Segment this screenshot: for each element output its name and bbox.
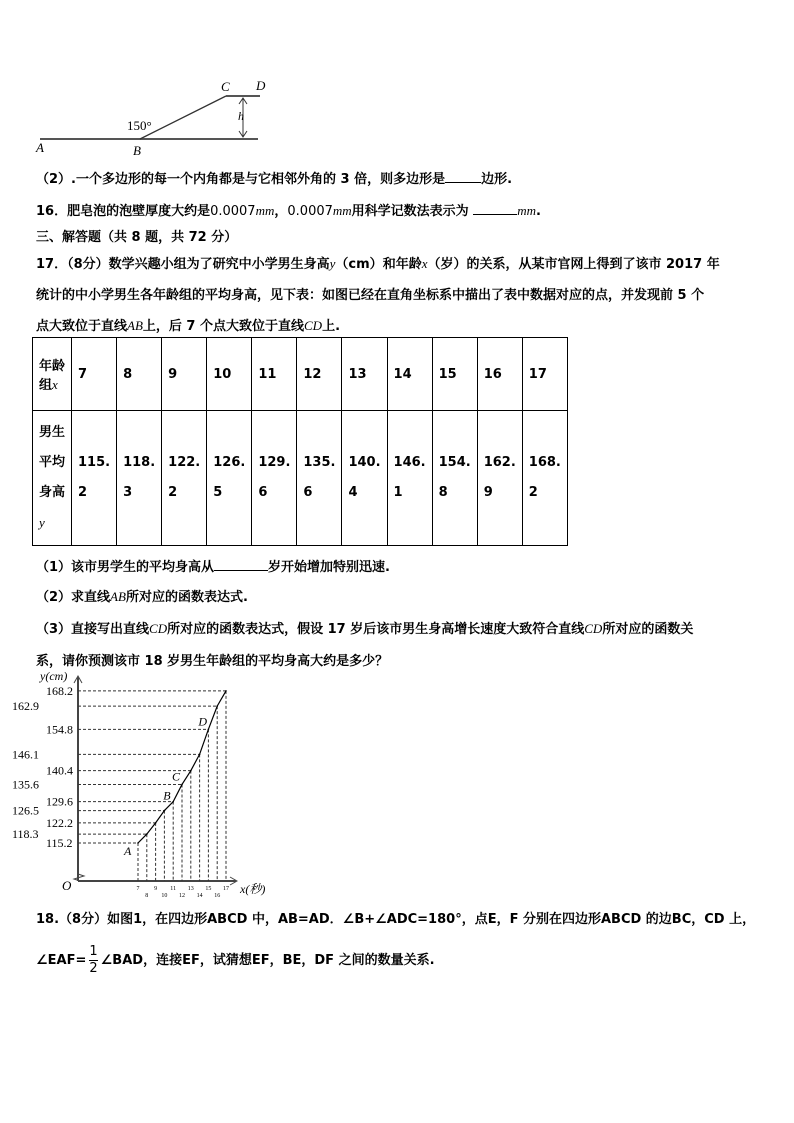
y-tick-label: 154.8 [46, 722, 73, 737]
label-h: h [238, 109, 244, 123]
y-tick-label: 135.6 [12, 777, 39, 792]
x-tick-label: 9 [154, 886, 158, 892]
height-cell-part: 3 [123, 485, 133, 500]
x-tick-label: 17 [223, 886, 229, 892]
age-cell: 17 [522, 338, 567, 411]
age-cell: 16 [477, 338, 522, 411]
q16-text1: 16．肥皂泡的泡壁厚度大约是 [36, 204, 211, 219]
q17-p3-text: （3）直接写出直线 [36, 622, 150, 637]
y-tick-label: 168.2 [46, 683, 73, 698]
age-cell: 15 [432, 338, 477, 411]
y-axis-label: y(cm) [40, 669, 68, 683]
height-cell-part: 4 [348, 485, 358, 500]
x-tick-label: 13 [187, 886, 194, 892]
y-tick-label: 162.9 [12, 699, 39, 714]
q16-text2: 用科学记数法表示为 [351, 204, 469, 219]
q17-text: 上. [322, 319, 341, 334]
y-tick-label: 140.4 [46, 763, 73, 778]
x-tick-label: 15 [205, 886, 212, 892]
age-cell: 9 [162, 338, 207, 411]
height-cell [387, 411, 432, 546]
q17-p1-text: （1）该市男学生的平均身高从 [36, 560, 215, 575]
origin-label: O [62, 878, 72, 893]
height-cell-part: 118. [123, 455, 156, 470]
height-cell-part: 146. [393, 455, 426, 470]
x-tick-label: 16 [214, 893, 221, 899]
height-cell-part: 5 [213, 485, 223, 500]
age-cell: 14 [387, 338, 432, 411]
y-tick-label: 115.2 [46, 836, 73, 850]
q16-unit3: mm [517, 203, 536, 218]
height-cell-part: 1 [393, 485, 403, 500]
q16-unit1: mm [255, 203, 275, 218]
height-cell-part: 2 [168, 485, 178, 500]
q17-text: 上，后 7 个点大致位于直线 [142, 319, 305, 334]
label-D: D [256, 78, 266, 93]
q16-end: . [536, 204, 541, 219]
height-cell [477, 411, 522, 546]
label-C: C [221, 79, 230, 94]
q18-text: ∠BAD，连接EF，试猜想EF，BE，DF 之间的数量关系. [100, 953, 435, 968]
x-tick-label: 12 [179, 893, 185, 899]
x-tick-label: 10 [161, 893, 168, 899]
q17-p1-text: 岁开始增加特别迅速. [268, 560, 390, 575]
q16-comma: ， [274, 204, 288, 219]
q16-value2: 0.0007 [287, 204, 333, 219]
q17-part3-cont: 系，请你预测该市 18 岁男生年龄组的平均身高大约是多少？ [36, 654, 389, 669]
line-AB: AB [127, 318, 143, 333]
height-cell [342, 411, 387, 546]
point-label-D: D [198, 714, 208, 729]
q17-line2: 统计的中小学男生各年龄组的平均身高，见下表：如图已经在直角坐标系中描出了表中数据对应的点，并发现前 5 个 [36, 288, 705, 303]
height-age-chart [0, 0, 300, 905]
q15-suffix: 边形. [481, 172, 513, 187]
q18-line2 [36, 944, 435, 977]
angle-label: 150° [127, 118, 152, 133]
section-heading: 三、解答题（共 8 题，共 72 分） [36, 230, 238, 245]
x-tick-label: 11 [170, 886, 177, 892]
header-text: 年龄 [39, 359, 66, 374]
q16-unit2: mm [332, 203, 352, 218]
age-cell: 12 [297, 338, 342, 411]
age-cell: 8 [117, 338, 162, 411]
q16-value1: 0.0007 [210, 204, 256, 219]
fraction-half [89, 944, 97, 977]
height-cell [297, 411, 342, 546]
height-cell [522, 411, 567, 546]
height-cell [432, 411, 477, 546]
height-cell-part: 8 [438, 485, 448, 500]
line-CD: CD [584, 621, 603, 636]
height-cell-part: 6 [258, 485, 268, 500]
header-var: y [39, 515, 45, 530]
header-text: 男生 [39, 425, 66, 440]
q17-text: （岁）的关系，从某市官网上得到了该市 2017 年 [427, 257, 720, 272]
point-label-A: A [124, 844, 132, 858]
point-label-C: C [172, 769, 181, 784]
fraction-numerator: 1 [89, 944, 98, 959]
height-cell-part: 122. [168, 455, 201, 470]
line-CD: CD [149, 621, 168, 636]
q18-line1: 18.（8分）如图1，在四边形ABCD 中，AB=AD．∠B+∠ADC=180°，点E，F 分别在四边形ABCD 的边BC，CD 上， [36, 912, 756, 927]
x-axis-label: x(秒) [240, 882, 266, 896]
q17-text: 和年龄 [382, 257, 422, 272]
height-cell-part: 115. [78, 455, 111, 470]
height-cell-part: 9 [483, 485, 493, 500]
q17-text: 点大致位于直线 [36, 319, 128, 334]
height-cell-part: 126. [213, 455, 246, 470]
x-tick-label: 8 [145, 893, 149, 899]
label-B: B [133, 143, 141, 158]
q17-p2-text: 所对应的函数表达式. [125, 590, 248, 605]
x-tick-label: 7 [136, 886, 140, 892]
q17-text: 17．（8分）数学兴趣小组为了研究中小学男生身高 [36, 257, 330, 272]
q17-p3-text: 所对应的函数表达式，假设 17 岁后该市男生身高增长速度大致符合直线 [167, 622, 585, 637]
q17-p2-text: （2）求直线 [36, 590, 111, 605]
header-text: 组 [39, 378, 53, 393]
line-AB: AB [110, 589, 126, 604]
label-A: A [36, 140, 44, 155]
height-cell-part: 140. [348, 455, 381, 470]
age-cell: 11 [252, 338, 297, 411]
var-x: x [421, 256, 428, 271]
var-y: y [329, 256, 336, 271]
line-CD: CD [304, 318, 323, 333]
x-tick-label: 14 [196, 893, 203, 899]
age-cell: 13 [342, 338, 387, 411]
answer-blank[interactable] [445, 170, 481, 183]
y-tick-label: 118.3 [12, 827, 39, 842]
header-var: x [52, 377, 58, 392]
height-cell-part: 2 [528, 485, 538, 500]
height-cell-part: 129. [258, 455, 291, 470]
unit-cm: （cm） [335, 257, 383, 272]
age-cell: 7 [72, 338, 117, 411]
height-cell-part: 154. [438, 455, 471, 470]
y-tick-label: 122.2 [46, 815, 73, 830]
answer-blank[interactable] [473, 202, 517, 215]
age-cell: 10 [207, 338, 252, 411]
header-text: 身高 [39, 485, 66, 500]
header-text: 平均 [39, 455, 66, 470]
height-cell-part: 135. [303, 455, 336, 470]
height-cell-part: 6 [303, 485, 313, 500]
height-cell-part: 162. [483, 455, 516, 470]
y-tick-label: 146.1 [12, 747, 39, 762]
height-cell-part: 2 [78, 485, 88, 500]
point-label-B: B [163, 788, 171, 803]
y-tick-label: 126.5 [12, 803, 39, 818]
height-cell-part: 168. [528, 455, 561, 470]
q15-text: （2）.一个多边形的每一个内角都是与它相邻外角的 3 倍，则多边形是 [36, 172, 446, 187]
q17-p3-text: 所对应的函数关 [602, 622, 694, 637]
fraction-denominator: 2 [89, 961, 98, 976]
q18-text: ∠EAF= [36, 953, 87, 968]
y-tick-label: 129.6 [46, 794, 73, 809]
